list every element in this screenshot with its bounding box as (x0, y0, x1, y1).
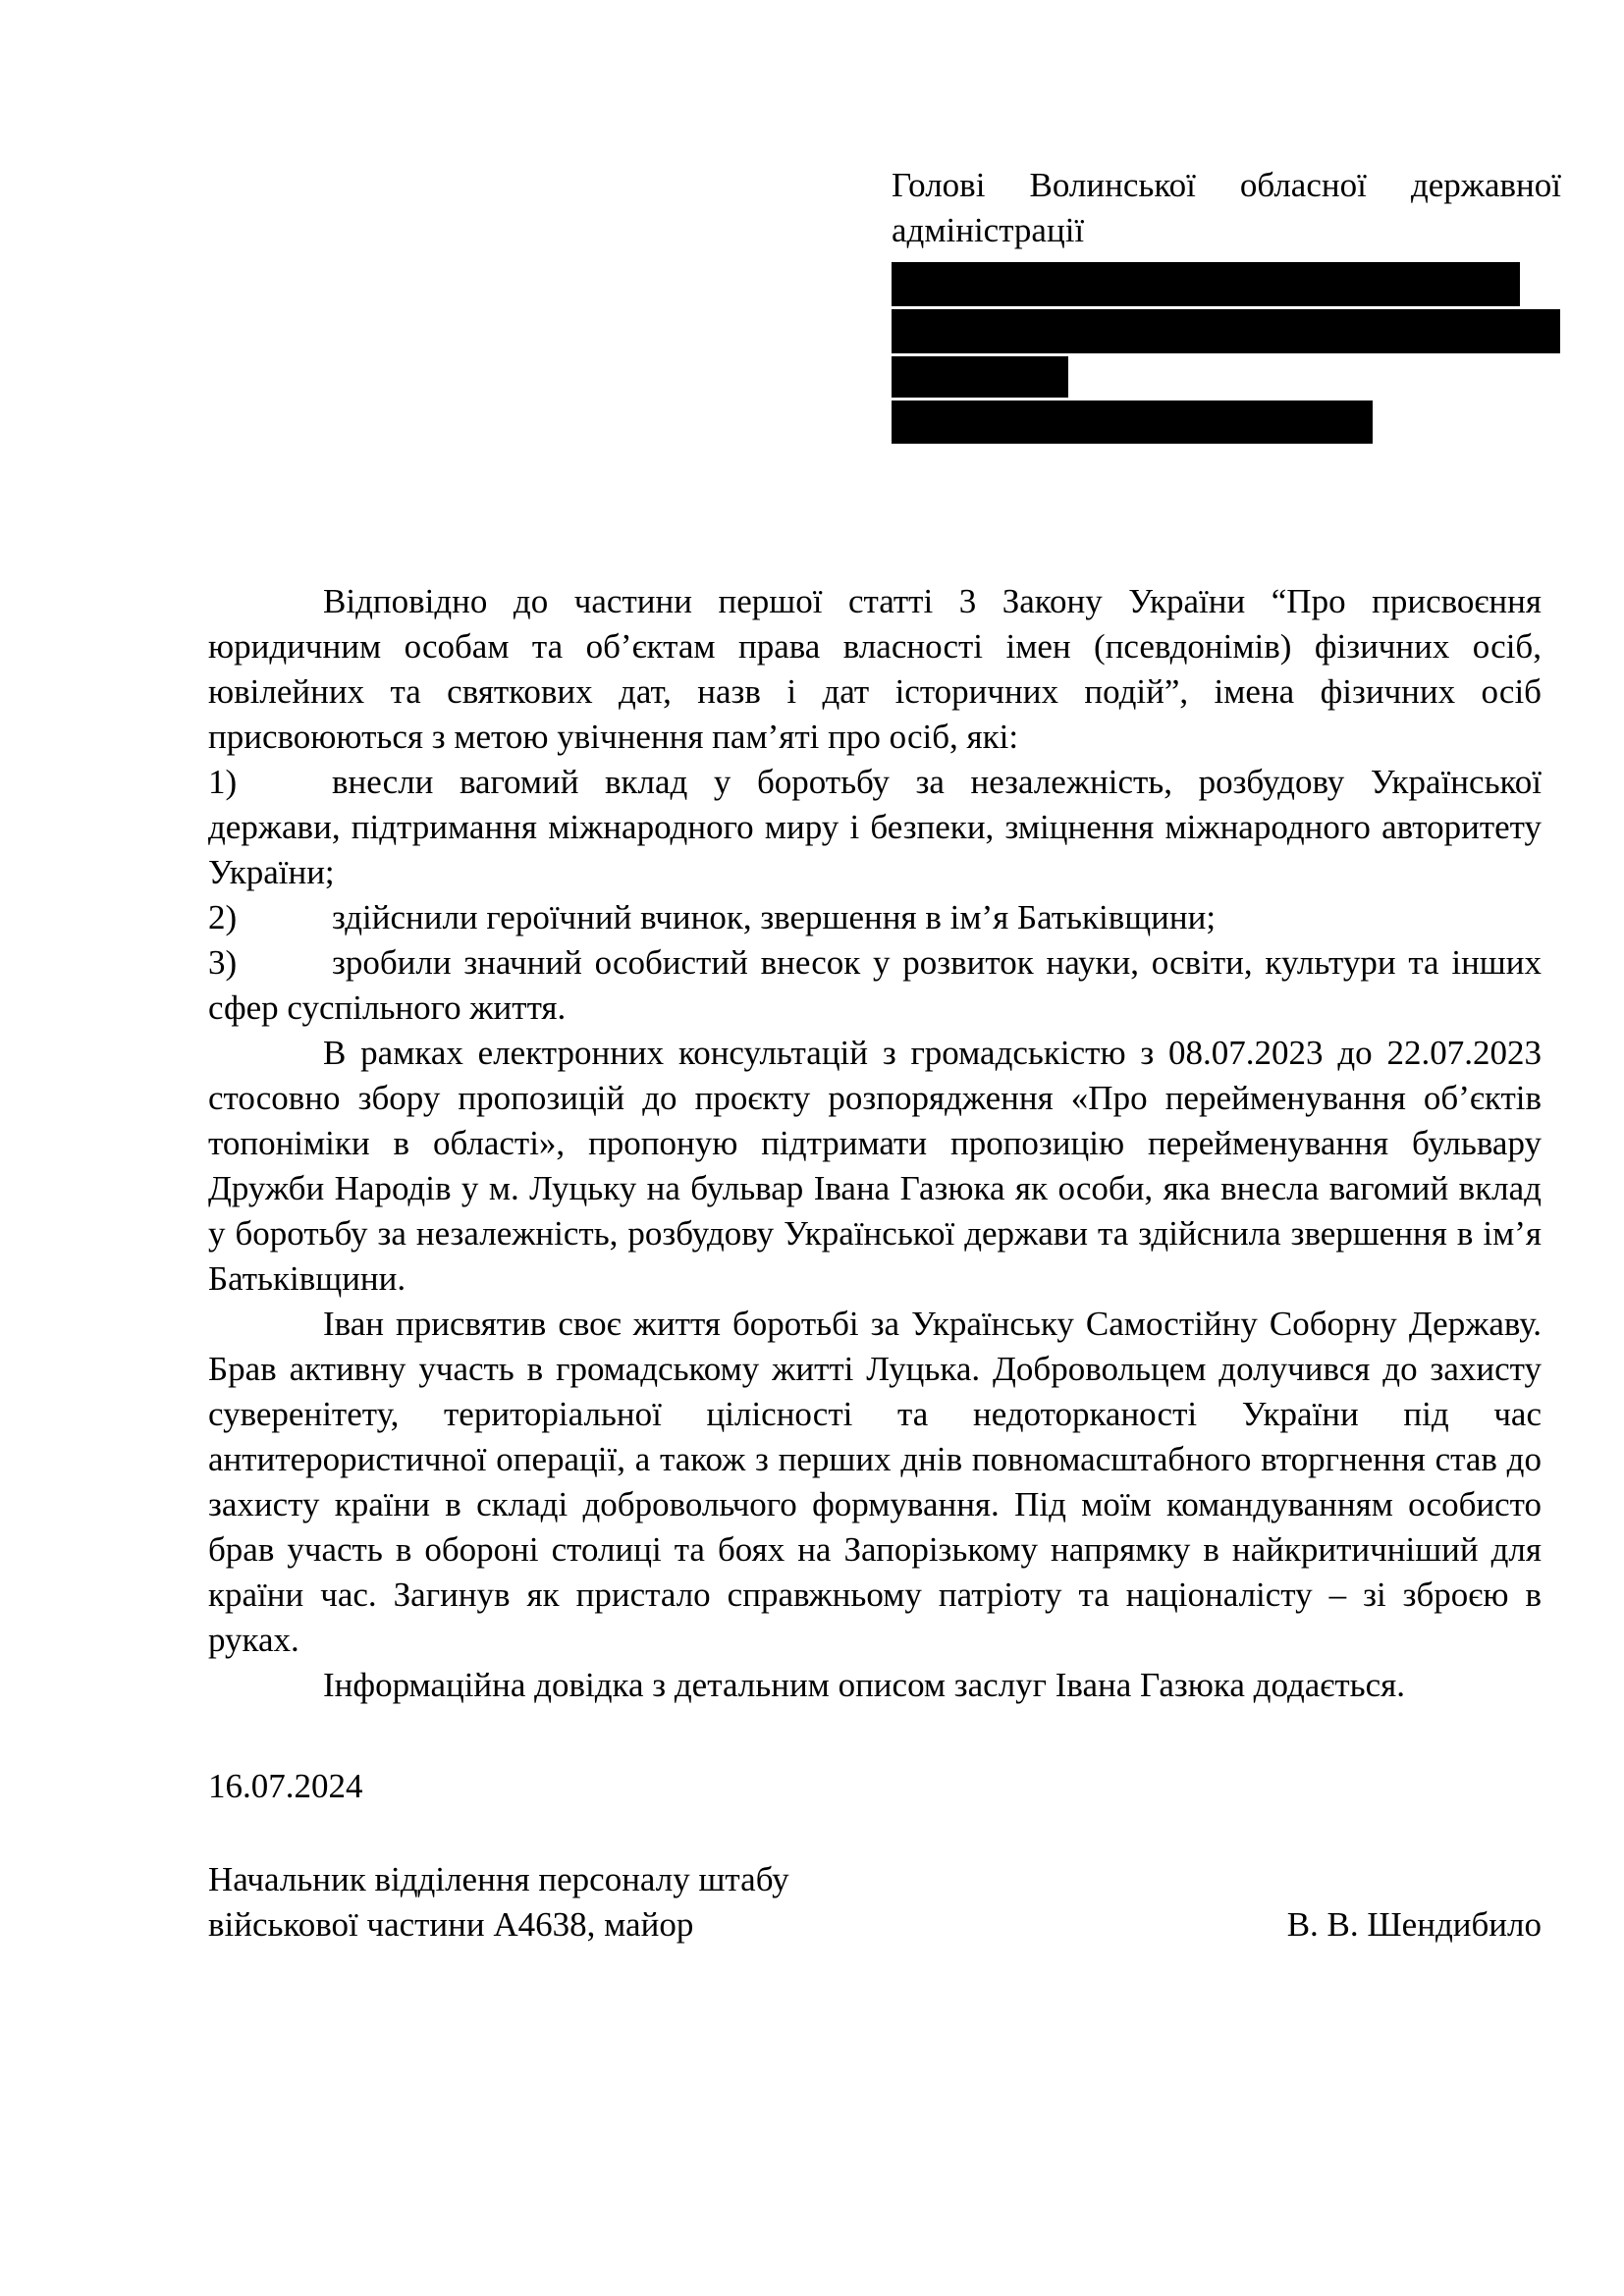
list-item-1-marker: 1) (208, 763, 238, 801)
list-item-3 (208, 940, 1542, 1031)
redaction-bar-3 (892, 356, 1068, 398)
paragraph-biography: Іван присвятив своє життя боротьбі за Українську Самостійну Соборну Державу. Брав активну участь в громадському житті Луцька. Добровольцем долучився до захисту суверенітету, територіальної цілісності та недоторканості України під час антитерористичної операції, а також з перших днів повномасштабного вторгнення став до захисту країни в складі добровольчого формування. Під моїм командуванням особисто брав участь в обороні столиці та боях на Запорізькому напрямку в найкритичніший для країни час. Загинув як пристало справжньому патріоту та націоналісту – зі зброєю в руках. (208, 1305, 1542, 1659)
list-item-1-text: внесли вагомий вклад у боротьбу за незалежність, розбудову Української держави, підтримання міжнародного миру і безпеки, зміцнення міжнародного авторитету України; (208, 763, 1542, 891)
list-item-3-marker: 3) (208, 943, 238, 982)
addressee-line-2: адміністрації (892, 211, 1085, 249)
list-item-2-marker: 2) (208, 898, 238, 936)
addressee-line-1: Голові Волинської обласної державної (892, 166, 1561, 204)
signature-row (208, 1902, 1542, 1948)
redaction-bar-2 (892, 309, 1560, 353)
signer-position-line-1: Начальник відділення персоналу штабу (208, 1860, 789, 1898)
redaction-bar-1 (892, 262, 1520, 306)
signature-block (208, 1857, 1542, 1948)
redaction-bars (892, 262, 1561, 444)
paragraph-legal-basis: Відповідно до частини першої статті 3 Закону України “Про присвоєння юридичним особам та об’єктам права власності імен (псевдонімів) фізичних осіб, ювілейних та святкових дат, назв і дат історичних подій”, імена фізичних осіб присвоюються з метою увічнення пам’яті про осіб, які: (208, 582, 1542, 756)
signer-name: В. В. Шендибило (1286, 1905, 1542, 1944)
paragraph-proposal: В рамках електронних консультацій з громадськістю з 08.07.2023 до 22.07.2023 стосовно збору пропозицій до проєкту розпорядження «Про перейменування об’єктів топоніміки в області», пропоную підтримати пропозицію перейменування бульвару Дружби Народів у м. Луцьку на бульвар Івана Газюка як особи, яка внесла вагомий вклад у боротьбу за незалежність, розбудову Української держави та здійснила звершення в ім’я Батьківщини. (208, 1034, 1542, 1298)
signer-position-line-2: військової частини А4638, майор (208, 1905, 694, 1944)
document-date: 16.07.2024 (208, 1767, 363, 1805)
letter-body (208, 579, 1542, 1708)
list-item-2-text: здійснили героїчний вчинок, звершення в ім’я Батьківщини; (332, 898, 1217, 936)
redaction-bar-4 (892, 400, 1373, 444)
paragraph-attachment: Інформаційна довідка з детальним описом заслуг Івана Газюка додається. (323, 1666, 1405, 1704)
list-item-2 (208, 895, 1542, 940)
addressee-block (892, 163, 1561, 447)
list-item-1 (208, 760, 1542, 895)
list-item-3-text: зробили значний особистий внесок у розвиток науки, освіти, культури та інших сфер суспільного життя. (208, 943, 1542, 1027)
